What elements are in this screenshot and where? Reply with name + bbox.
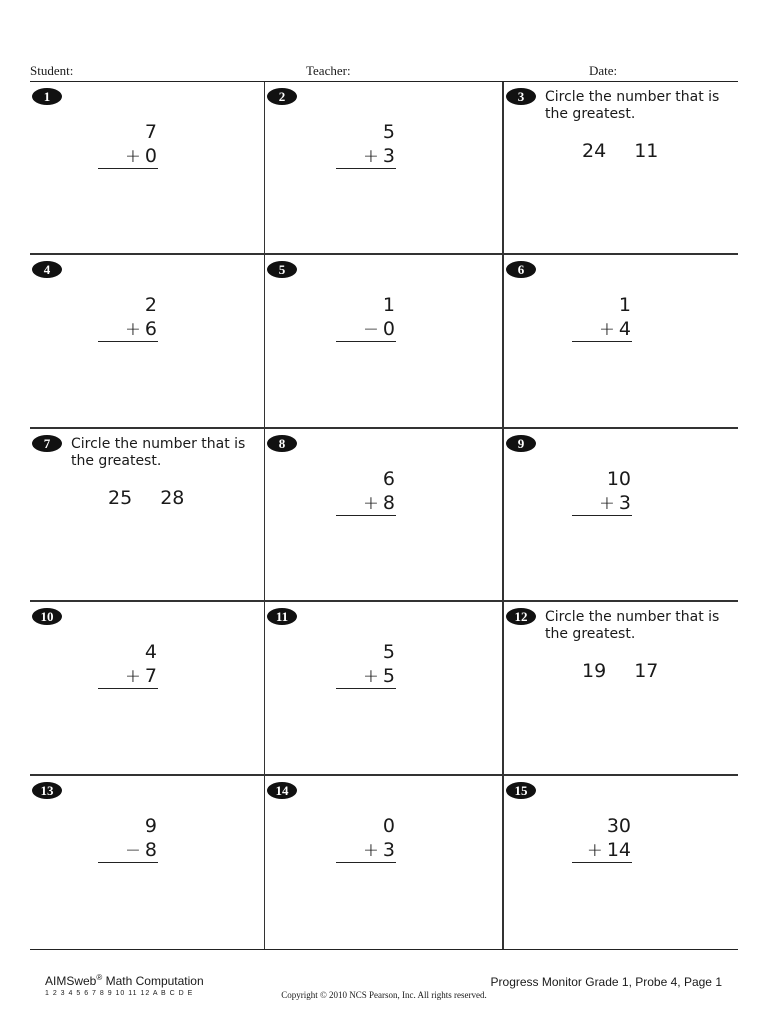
problem-cell <box>30 602 265 775</box>
problem-number-badge: 9 <box>506 435 536 452</box>
instruction-text: Circle the number that is the greatest. <box>545 89 720 122</box>
bottom-operand: 14 <box>606 838 631 861</box>
footer-product <box>45 973 204 988</box>
choice-number[interactable]: 11 <box>634 140 659 162</box>
bottom-operand: 3 <box>618 491 631 514</box>
top-operand: 9 <box>144 814 157 837</box>
choice-number[interactable]: 28 <box>160 486 185 509</box>
arithmetic-problem <box>572 814 632 863</box>
arithmetic-problem <box>336 814 396 863</box>
instruction-text: Circle the number that is the greatest. <box>71 435 246 469</box>
bottom-operand: 6 <box>144 318 157 341</box>
operator: + <box>362 491 379 514</box>
bottom-operand: 3 <box>382 838 395 861</box>
problem-number-badge: 12 <box>506 608 536 625</box>
top-operand: 1 <box>382 294 395 317</box>
teacher-label: Teacher: <box>306 63 351 78</box>
top-operand: 1 <box>618 294 631 317</box>
bottom-row <box>572 317 632 342</box>
instruction-text: Circle the number that is the greatest. <box>545 609 720 643</box>
student-label: Student: <box>30 63 74 78</box>
problem-cell <box>504 776 738 949</box>
bottom-operand: 5 <box>382 665 395 688</box>
top-operand: 4 <box>144 641 157 664</box>
problem-grid <box>30 81 738 950</box>
arithmetic-problem <box>98 120 158 169</box>
arithmetic-problem <box>572 293 632 342</box>
problem-cell <box>30 429 265 602</box>
top-operand: 30 <box>606 814 631 837</box>
bottom-row <box>572 838 632 863</box>
operator: + <box>598 318 615 341</box>
bottom-row <box>98 317 158 342</box>
bottom-row <box>336 838 396 863</box>
bottom-operand: 0 <box>144 145 157 167</box>
arithmetic-problem <box>336 120 396 169</box>
operator: + <box>362 145 379 167</box>
operator: + <box>586 838 603 861</box>
bottom-row <box>98 144 158 169</box>
arithmetic-problem <box>336 640 396 689</box>
arithmetic-problem <box>572 467 632 516</box>
bottom-operand: 8 <box>382 491 395 514</box>
operator: + <box>598 491 615 514</box>
problem-cell <box>504 82 738 255</box>
top-operand: 6 <box>382 467 395 490</box>
bottom-row <box>336 317 396 342</box>
problem-number-badge: 10 <box>32 608 62 625</box>
problem-cell <box>265 776 504 949</box>
top-operand: 7 <box>144 121 157 143</box>
problem-number-badge: 5 <box>267 261 297 278</box>
operator: + <box>124 145 141 167</box>
problem-cell <box>30 776 265 949</box>
problem-cell <box>265 255 504 428</box>
choice-number[interactable]: 17 <box>634 660 659 683</box>
problem-cell <box>504 255 738 428</box>
bottom-operand: 8 <box>144 838 157 861</box>
footer-product-name: Math Computation <box>102 974 204 988</box>
registered-mark: ® <box>96 973 103 982</box>
problem-number-badge: 14 <box>267 782 297 799</box>
top-operand: 5 <box>382 641 395 664</box>
problem-number-badge: 6 <box>506 261 536 278</box>
operator: − <box>124 838 141 861</box>
problem-number-badge: 7 <box>32 435 62 452</box>
arithmetic-problem <box>98 640 158 689</box>
bottom-operand: 4 <box>618 318 631 341</box>
bottom-row <box>336 664 396 689</box>
problem-cell <box>504 602 738 775</box>
bottom-row <box>98 664 158 689</box>
problem-number-badge: 13 <box>32 782 62 799</box>
choice-number[interactable]: 19 <box>582 660 607 683</box>
problem-cell <box>265 429 504 602</box>
number-choices <box>108 487 184 509</box>
bottom-operand: 7 <box>144 665 157 688</box>
top-operand: 0 <box>382 814 395 837</box>
problem-cell <box>30 82 265 255</box>
problem-number-badge: 15 <box>506 782 536 799</box>
number-choices <box>582 140 658 162</box>
number-choices <box>582 660 658 682</box>
operator: + <box>124 318 141 341</box>
problem-cell <box>30 255 265 428</box>
footer-codes: 1 2 3 4 5 6 7 8 9 10 11 12 A B C D E <box>45 990 194 997</box>
choice-number[interactable]: 24 <box>582 140 607 162</box>
top-operand: 10 <box>606 467 631 490</box>
bottom-row <box>572 491 632 516</box>
problem-number-badge: 11 <box>267 608 297 625</box>
arithmetic-problem <box>98 814 158 863</box>
footer-brand: AIMSweb <box>45 974 97 988</box>
operator: + <box>124 665 141 688</box>
problem-cell <box>265 82 504 255</box>
operator: − <box>362 318 379 341</box>
bottom-operand: 0 <box>382 318 395 341</box>
footer-copyright: Copyright © 2010 NCS Pearson, Inc. All rights reserved. <box>281 990 487 1000</box>
top-operand: 2 <box>144 294 157 317</box>
choice-number[interactable]: 25 <box>108 486 133 509</box>
arithmetic-problem <box>336 293 396 342</box>
problem-number-badge: 4 <box>32 261 62 278</box>
problem-cell <box>265 602 504 775</box>
top-operand: 5 <box>382 121 395 143</box>
date-label: Date: <box>589 63 618 78</box>
bottom-row <box>98 838 158 863</box>
footer-probe: Progress Monitor Grade 1, Probe 4, Page 1 <box>490 975 722 989</box>
problem-number-badge: 2 <box>267 88 297 105</box>
bottom-row <box>336 144 396 169</box>
arithmetic-problem <box>336 467 396 516</box>
operator: + <box>362 838 379 861</box>
bottom-operand: 3 <box>382 145 395 167</box>
bottom-row <box>336 491 396 516</box>
problem-number-badge: 8 <box>267 435 297 452</box>
operator: + <box>362 665 379 688</box>
problem-number-badge: 3 <box>506 88 536 105</box>
arithmetic-problem <box>98 293 158 342</box>
problem-number-badge: 1 <box>32 88 62 105</box>
problem-cell <box>504 429 738 602</box>
